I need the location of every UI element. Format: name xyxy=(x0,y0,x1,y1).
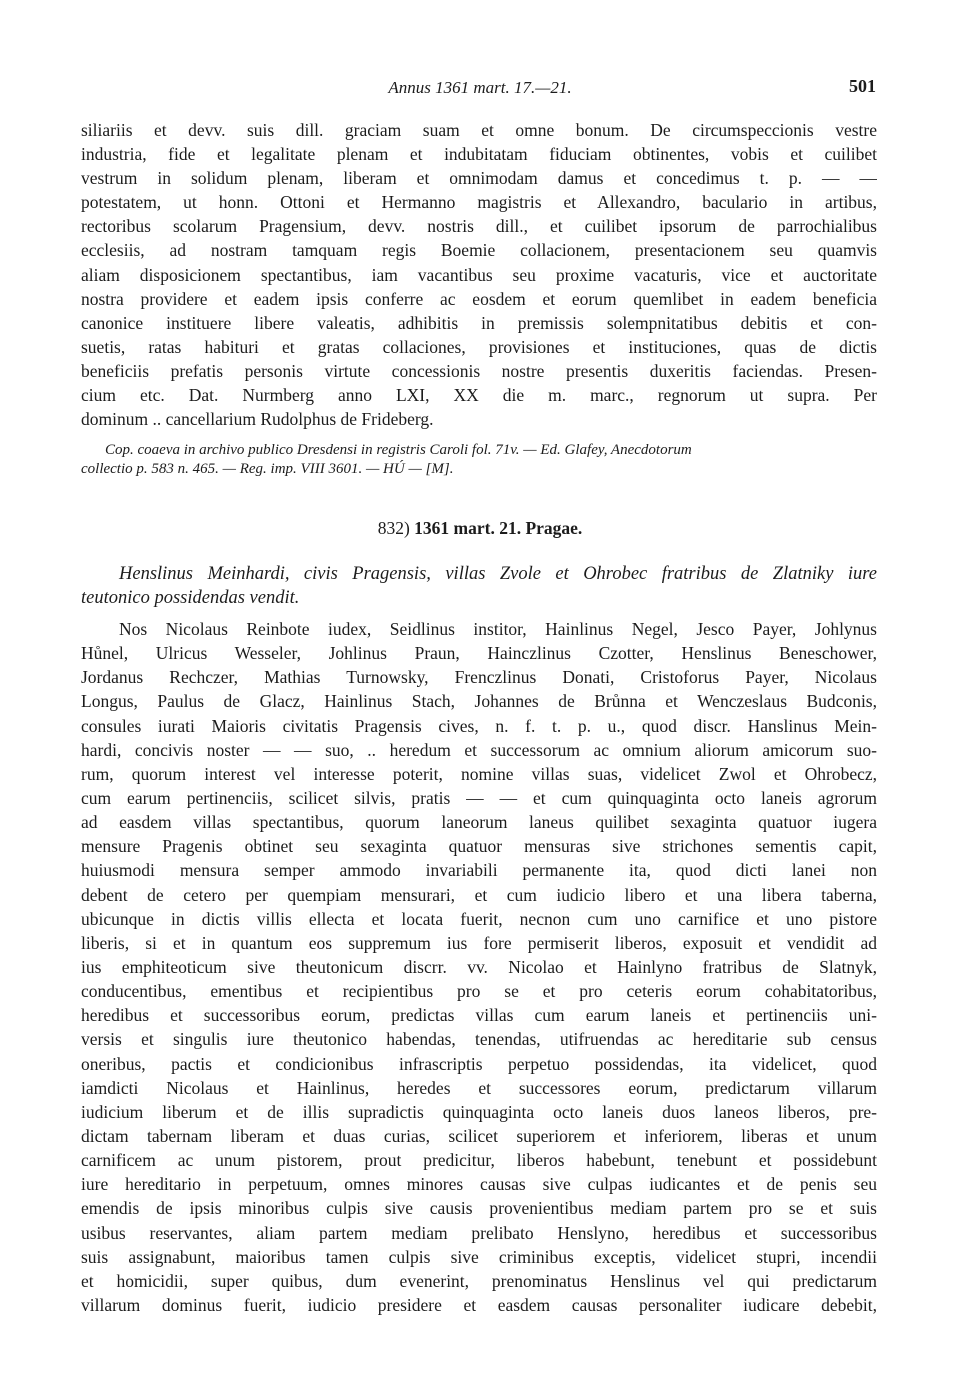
text-line: Hůnel, Ulricus Wesseler, Johlinus Praun, Hainczlinus Czotter, Henslinus Beneschower, xyxy=(81,643,877,664)
text-line: suetis, ratas habituri et gratas collaciones, provisiones et instituciones, quas de dictis xyxy=(81,336,877,357)
text-line: heredibus et successoribus eorum, predictas villas cum earum laneis et pertinenciis uni- xyxy=(81,1005,877,1026)
text-line: iure hereditario in perpetuum, omnes minores causas sive culpas iudicantes et de penis seu xyxy=(81,1174,877,1195)
document-number: 832) xyxy=(377,518,410,538)
regest-line: teutonico possidendas vendit. xyxy=(81,588,300,608)
text-line: nostra providere et eadem ipsis conferre ac eosdem et eorum quemlibet in eadem beneficia xyxy=(81,288,877,309)
regest-summary xyxy=(81,562,877,610)
text-line: potestatem, ut honn. Ottoni et Hermanno magistris et Allexandro, baculario in artibus, xyxy=(81,192,877,213)
running-header-title: Annus 1361 mart. 17.—21. xyxy=(388,78,572,97)
text-line: consules iurati Maioris civitatis Pragensis cives, n. f. t. p. u., quod discr. Hanslinus Mein- xyxy=(81,715,877,736)
text-line: ubicunque in dictis villis ellecta et locata fuerit, necnon cum uno carnifice et uno pistore xyxy=(81,908,877,929)
text-line: rectoribus scolarum Pragensium, devv. nostris dill., et cuilibet ipsorum de parrochialibus xyxy=(81,216,877,237)
text-line: liberis, si et in quantum eos suppremum ius fore permiserit liberos, exposuit et vendidit ad xyxy=(81,932,877,953)
text-line: conducentibus, ementibus et recipientibus pro se et pro ceteris eorum cohabitatoribus, xyxy=(81,981,877,1002)
text-line: dominum .. cancellarium Rudolphus de Frideberg. xyxy=(81,409,434,430)
text-line: dictam tabernam liberam et duas curias, scilicet superiorem et inferiorem, liberas et unum xyxy=(81,1125,877,1146)
text-line: cum earum pertinenciis, scilicet silvis, pratis — — et cum quinquaginta octo laneis agrorum xyxy=(81,787,877,808)
text-line: usibus reservantes, aliam partem mediam prelibato Henslyno, heredibus et successoribus xyxy=(81,1222,877,1243)
text-line: Longus, Paulus de Glacz, Hainlinus Stach, Johannes de Brůnna et Wenczeslaus Budconis, xyxy=(81,691,877,712)
text-line: mensure Pragenis obtinet seu sexaginta quatuor mensuras sive strichones sementis capit, xyxy=(81,836,877,857)
text-line: huiusmodi mensura semper ammodo invariabili permanente ita, quod dicti lanei non xyxy=(81,860,877,881)
text-line: debent de cetero per quempiam mensurari, et cum iudicio libero et una libera taberna, xyxy=(81,884,877,905)
text-line: beneficiis prefatis personis virtute concessionis nostre presentis duxeritis faciendas. Presen- xyxy=(81,360,877,381)
document-831-text xyxy=(81,118,877,431)
text-line: aliam disposicionem spectantibus, iam vacantibus seu proxime vacaturis, vice et auctoritate xyxy=(81,264,877,285)
text-line: iudicium liberum et de illis supradictis quinquaginta octo laneis duos laneos liberos, pre- xyxy=(81,1101,877,1122)
text-line: suis assignabunt, maioribus tamen culpis sive criminibus exceptis, videlicet stupri, incendii xyxy=(81,1246,877,1267)
text-line: Jordanus Rechczer, Mathias Turnowsky, Frenczlinus Donati, Cristoforus Payer, Nicolaus xyxy=(81,667,877,688)
text-line: hardi, concivis noster — — suo, .. heredum et successorum ac omnium aliorum amicorum suo- xyxy=(81,739,877,760)
page-number: 501 xyxy=(849,76,876,96)
text-line: oneribus, pactis et condicionibus infrascriptis perpetuo possidendas, ita videlicet, quod xyxy=(81,1053,877,1074)
text-line: versis et singulis iure theutonico habendas, tenendas, utifruendas ac hereditarie sub census xyxy=(81,1029,877,1050)
text-line: emendis de ipsis minoribus culpis sive causis provenientibus mediam partem pro se et suis xyxy=(81,1198,877,1219)
regest-line: Henslinus Meinhardi, civis Pragensis, villas Zvole et Ohrobec fratribus de Zlatniky iure xyxy=(119,564,877,584)
document-heading xyxy=(0,518,960,539)
text-line: rum, quorum interest vel interesse poterit, nomine villas suas, videlicet Zwol et Ohrobecz, xyxy=(81,763,877,784)
text-line: ad easdem villas spectantibus, quorum laneorum laneus quilibet sexaginta quatuor iugera xyxy=(81,812,877,833)
text-line: ecclesiis, ad nostram tamquam regis Boemie collacionem, presentacionem seu quamvis xyxy=(81,240,877,261)
text-line: Nos Nicolaus Reinbote iudex, Seidlinus institor, Hainlinus Negel, Jesco Payer, Johlynus xyxy=(119,619,877,639)
source-note-line: Cop. coaeva in archivo publico Dresdensi in registris Caroli fol. 71v. — Ed. Glafey, Anecdotorum xyxy=(105,442,692,458)
text-line: carnificem ac unum pistorem, prout predicitur, liberos habebunt, tenebunt et possidebunt xyxy=(81,1150,877,1171)
text-line: industria, fide et legalitate plenam et indubitatam fiduciam obtinentes, vobis et cuilibet xyxy=(81,144,877,165)
text-line: siliariis et devv. suis dill. graciam suam et omne bonum. De circumspeccionis vestre xyxy=(81,120,877,140)
source-note xyxy=(81,441,877,479)
document-832-text xyxy=(81,617,877,1317)
text-line: iamdicti Nicolaus et Hainlinus, heredes et successores eorum, predictarum villarum xyxy=(81,1077,877,1098)
source-note-line: collectio p. 583 n. 465. — Reg. imp. VIII 3601. — HÚ — [M]. xyxy=(81,461,454,477)
text-line: canonice instituere libere valeatis, adhibitis in premissis solempnitatibus debitis et con- xyxy=(81,312,877,333)
text-line: ius emphiteoticum sive theutonicum discrr. vv. Nicolao et Hainlyno fratribus de Slatnyk, xyxy=(81,956,877,977)
text-line: cium etc. Dat. Nurmberg anno LXI, XX die m. marc., regnorum ut supra. Per xyxy=(81,385,877,406)
document-date-place: 1361 mart. 21. Pragae. xyxy=(414,518,583,538)
text-line: villarum dominus fuerit, iudicio presidere et easdem causas personaliter iudicare debebit, xyxy=(81,1294,877,1315)
text-line: et homicidii, super quibus, dum evenerint, prenominatus Henslinus vel qui predictarum xyxy=(81,1270,877,1291)
text-line: vestrum in solidum plenam, liberam et omnimodam damus et concedimus t. p. — — xyxy=(81,168,877,189)
